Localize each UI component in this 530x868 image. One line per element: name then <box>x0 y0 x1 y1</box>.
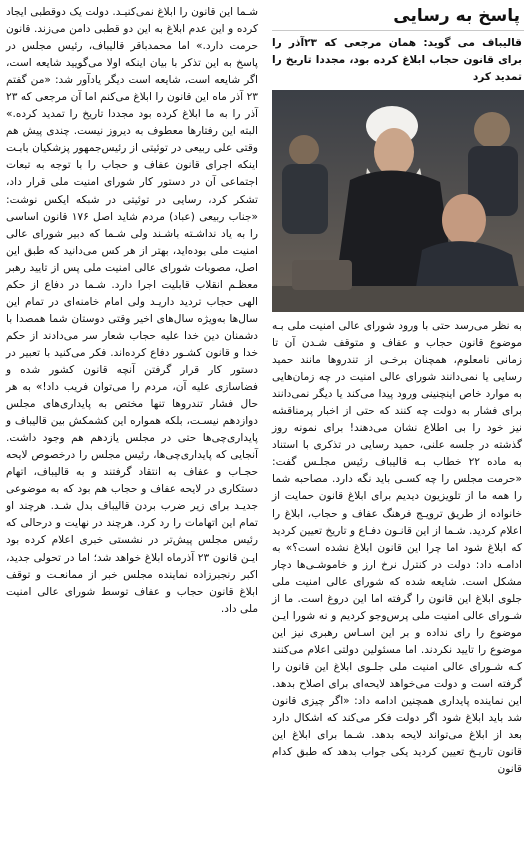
left-column <box>6 4 260 618</box>
right-column-text: به نظر می‌رسد حتی با ورود شورای عالی امنیت ملی بـه موضوع قانون حجاب و عفاف و متوقف شـدن آن تا زمانی نامعلوم، همچنان برخـی از تندروها مانند حمید رسایی یا نمی‌دانند شورای عالی امنیت در چه زمان‌هایی به موارد خاص اینچنینی ورود پیدا می‌کند یا دیگر نمی‌دانند برای فشار به دولت چه کنند که حتی از اخبار پرمناقشه نیز خود را بی اطلاع نشان می‌دهند! برای نمونه روز گذشته در جلسه علنی، حمید رسایی در تذکری با استناد به ماده ۲۲ خطاب بـه قالیباف رئیس مجلـس گفت: «حرمت مجلس را چه کسـی باید نگه دارد. مصاحبه شما را همه ما از تلویزیون دیدیم برای ابلاغ قانون حمایت از خانواده از طریق ترویـج فرهنگ عفاف و حجاب، ابلاغ را اعلام کردید. شـما از این قانـون دفـاع و تاریخ تعیین کردید که ابلاغ شود اما چرا این قانون ابلاغ نشده است؟» به ادامـه داد: دولت در کنترل نرخ ارز و خاموشـی‌ها دچار مشکل است. شایعه شده که شورای عالی امنیت ملی جلوی ابلاغ این قانون را گرفته اما این دروغ است. ما از شـورای عالی امنیت ملی پرس‌وجو کردیم و نه شورا ایـن موضوع را رای نداده و بر این اسـاس رهبری نیز این موضوع را تایید نکردند. اما مسئولین دولتی اعلام می‌کنند کـه شـورای عالی امنیت ملی جلـوی ابلاغ این قانون را گرفته است و دولت می‌خواهد لایحه‌ای برای اصلاح بدهد. این نماینده پایداری همچنین ادامه داد: «اگر چیزی قانون شد باید ابلاغ شود اگر دولت فکر می‌کند که اشکال دارد بعد از ابلاغ می‌تواند لایحه بدهد. شـما برای ابلاغ این قانون تاریـخ تعیین کردید یکی جواب بدهد که طبق کدام قانون <box>272 320 522 776</box>
article-photo <box>272 90 524 312</box>
article-title: پاسخ به رسایی <box>272 4 524 31</box>
left-column-text: شـما این قانون را ابلاغ نمی‌کنیـد. دولت یک دوقطبی ایجاد کرده و این عدم ابلاغ به این دو قطبی دامن می‌زند. قانون حرمت دارد.» اما محمدباقر قالیباف، رئیس مجلس در پاسخ به این تذکر با بیان اینکه اولا می‌گویید شایعه است، اگر شایعه است، شایعه است دیگر یادآور شد: «من گفتم ۲۳ آذر ماه این قانون را ابلاغ می‌کنم اما آن مرجعی که ۲۳ آذر را به ما ابلاغ کرده بود مجددا تاریخ را تمدید کرده.» البته این رفتارها معطوف به دیروز نیست. چندی پیش هم وقتی علی ربیعی در توئیتی از رئیس‌جمهور پزشکیان بابـت اینکه اجرای قانون عفاف و حجاب را با توجه به تبعات اجتماعی آن در دستور کار شورای امنیت ملی قرار داد، تشکر کرد، رسایی در توئیتی در شبکه ایکس نوشت: «جناب ربیعی (عباد) مردم شاید اصل ۱۷۶ قانون اساسی را به یاد نداشـته باشـند ولی شـما که دبیر شورای عالی امنیت ملی بوده‌اید، بهتر از هر کس می‌دانید که طبق این اصل، مصوبات شورای عالی امنیت ملی پس از تایید رهبر معظـم انقلاب قابلیت اجرا دارد. شـما در دفاع از حکم الهی حجاب تردید داریـد ولی امام خامنه‌ای در تمام این سال‌ها به‌ویژه سال‌های اخیر وقتی دوستان شما همصدا با دشمنان دین خدا علیه حجاب شعار سر می‌دادند از حکم خدا و قانون کشـور دفاع کرده‌اند. فکر می‌کنید با تعبیر در دستور کار قرار گرفتن آنچه قانون کشور شده و فضاسازی علیه آن، مردم را می‌توان فریب داد!» به هر حال فشار تندروها تنها مختص به پایداری‌های مجلس دوازدهم نیسـت، بلکه همواره این کشمکش بین قالیباف و پایداری‌چی‌ها حتی در مجلس یازدهم هم وجود داشت. آنجایی که پایداری‌چی‌ها، رئیس مجلس را درخصوص لایحه حجـاب و عفاف به انتقاد گرفتند و به قالیباف، اتهام دستکاری در لایحه عفاف و حجاب هم بود که به موضوعی جدیـد برای زیر ضرب بردن قالیباف بدل شـد. هرچند او تمام این اتهامات را رد کرد. هرچند در نهایت و درحالی که رئیس مجلس پیش‌تر در نشستی خبری اعلام کرده بود ایـن قانون ۲۳ آذرماه ابلاغ خواهد شد؛ اما در تحولی جدید، اکبر رنجبرزاده نماینده مجلس خبر از ممانعـت و توقف ابلاغ قانون حجاب و عفاف توسط شورای عالی امنیت ملی داد. <box>6 6 258 615</box>
photo-illustration <box>272 90 524 312</box>
article-lead: قالیباف می گوید: همان مرجعی که ۲۳آذر را برای قانون حجاب ابلاغ کرده بود، مجددا تاریخ را تمدید کرد <box>272 37 522 83</box>
right-column <box>272 4 524 778</box>
